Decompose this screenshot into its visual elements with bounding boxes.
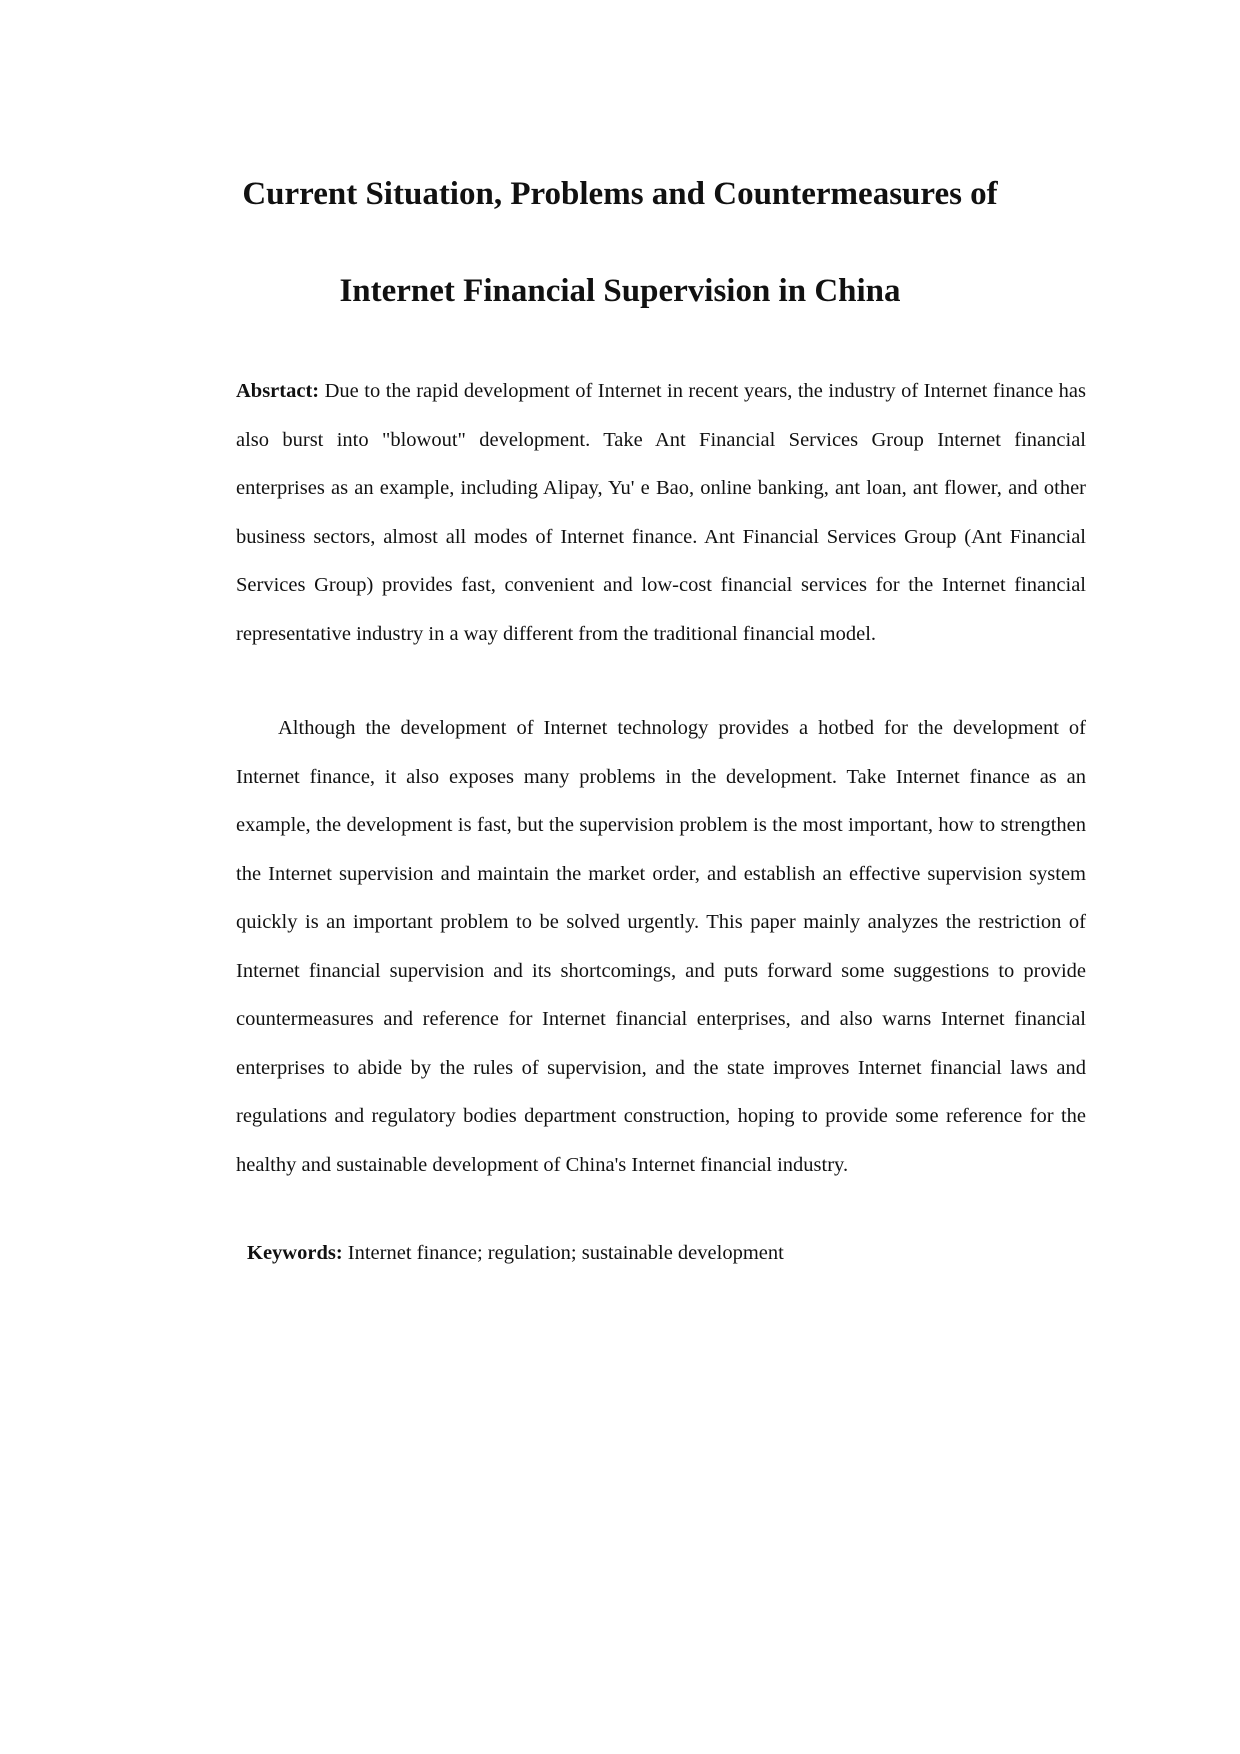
abstract-text: Due to the rapid development of Internet in recent years, the industry of Internet finance has also burst into "blowout" development. Take Ant Financial Services Group Internet financial enterprises as an example, including Alipay, Yu' e Bao, online banking, ant loan, ant flower, and other business sectors, almost all modes of Internet finance. Ant Financial Services Group (Ant Financial Services Group) provides fast, convenient and low-cost financial services for the Internet financial representative industry in a way different from the traditional financial model. (236, 380, 1086, 645)
abstract-paragraph (236, 367, 1086, 658)
keywords-text: Internet finance; regulation; sustainable development (342, 1242, 784, 1264)
keywords-line (247, 1235, 784, 1271)
title-line-2: Internet Financial Supervision in China (339, 273, 901, 309)
title-line-1: Current Situation, Problems and Countermeasures of (242, 176, 998, 212)
keywords-label: Keywords: (247, 1242, 343, 1264)
abstract-label: Absrtact: (236, 380, 320, 402)
body-paragraph-2: Although the development of Internet technology provides a hotbed for the development of Internet finance, it also exposes many problems in the development. Take Internet finance as an example, the development is fast, but the supervision problem is the most important, how to strengthen the Internet supervision and maintain the market order, and establish an effective supervision system quickly is an important problem to be solved urgently. This paper mainly analyzes the restriction of Internet financial supervision and its shortcomings, and puts forward some suggestions to provide countermeasures and reference for Internet financial enterprises, and also warns Internet financial enterprises to abide by the rules of supervision, and the state improves Internet financial laws and regulations and regulatory bodies department construction, hoping to provide some reference for the healthy and sustainable development of China's Internet financial industry. (236, 717, 1086, 1176)
